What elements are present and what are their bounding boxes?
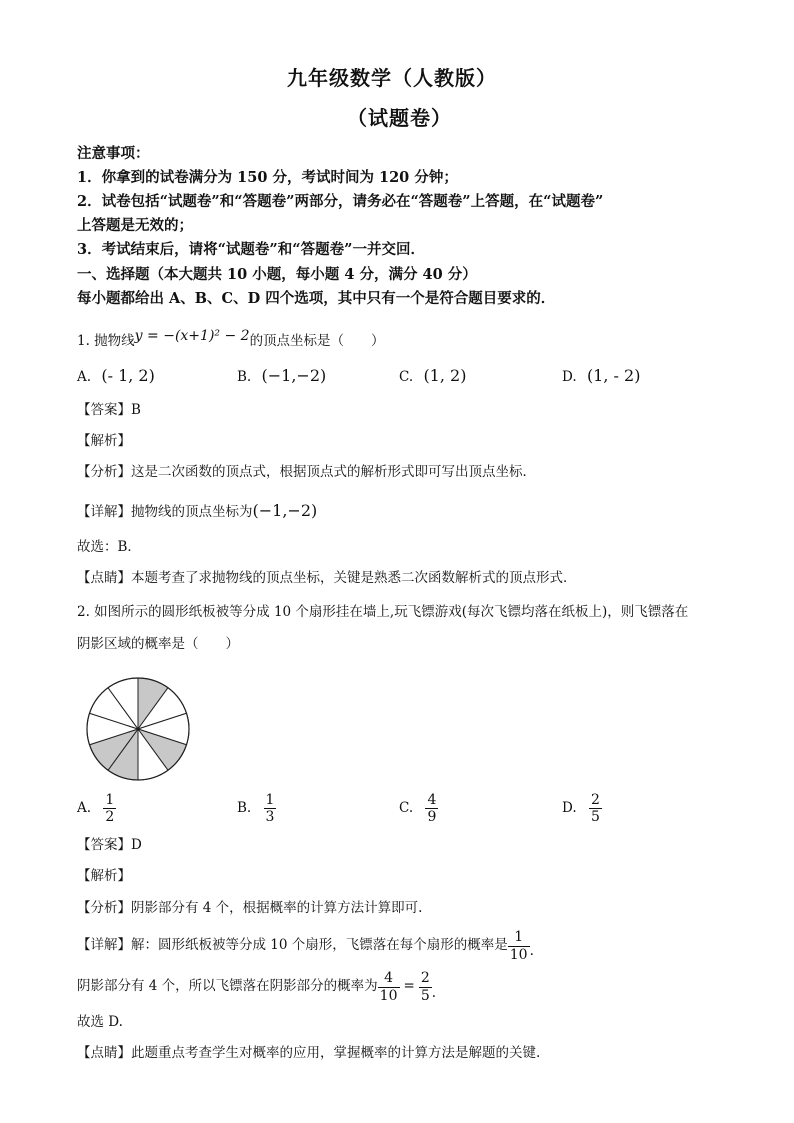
q2-answer: 【答案】D bbox=[77, 837, 142, 853]
q2-fenxi: 【分析】阴影部分有 4 个，根据概率的计算方法计算即可. bbox=[77, 900, 423, 916]
q2-line-b-prefix: 阴影部分有 4 个，所以飞镖落在阴影部分的概率为 bbox=[77, 978, 378, 995]
q2-option-a-label: A. bbox=[77, 800, 92, 817]
q1-fenxi: 【分析】这是二次函数的顶点式，根据顶点式的解析形式即可写出顶点坐标． bbox=[77, 464, 536, 480]
q2-option-a bbox=[77, 792, 116, 825]
q1-option-c bbox=[399, 368, 466, 385]
q1-option-c-value: (1, 2) bbox=[423, 366, 467, 385]
q1-option-a-label: A. bbox=[77, 369, 92, 385]
notice-heading: 注意事项： bbox=[77, 145, 150, 162]
q2-stem-line-1: 2. 如图所示的圆形纸板被等分成 10 个扇形挂在墙上,玩飞镖游戏(每次飞镖均落在纸板上)，则飞镖落在 bbox=[77, 604, 689, 620]
q2-option-c-label: C. bbox=[399, 800, 414, 817]
q1-choose: 故选：B． bbox=[77, 539, 141, 555]
q1-option-b bbox=[237, 368, 326, 385]
notice-item-2-line-2: 上答题是无效的； bbox=[77, 217, 193, 234]
q2-option-d-fraction bbox=[589, 792, 602, 825]
q2-xiangjie-prefix: 【详解】解：圆形纸板被等分成 10 个扇形，飞镖落在每个扇形的概率是 bbox=[77, 937, 508, 954]
q2-option-a-fraction bbox=[103, 792, 116, 825]
q1-option-d-label: D. bbox=[562, 369, 577, 385]
q2-line-b bbox=[77, 966, 436, 1008]
q2-choose: 故选 D. bbox=[77, 1014, 123, 1030]
q1-formula: y = −(x+1)² − 2 bbox=[134, 328, 250, 344]
q1-option-b-label: B. bbox=[237, 369, 252, 385]
q1-option-d bbox=[562, 368, 640, 385]
q2-line-b-equals: = bbox=[403, 978, 415, 995]
q2-option-d-den: 5 bbox=[590, 809, 600, 826]
q1-analysis-head: 【解析】 bbox=[77, 433, 131, 449]
q2-line-b-end: . bbox=[431, 984, 437, 1001]
q1-xiangjie-prefix: 【详解】抛物线的顶点坐标为 bbox=[77, 504, 253, 520]
q2-option-c bbox=[399, 792, 438, 825]
q2-option-d bbox=[562, 792, 602, 825]
q2-option-b-label: B. bbox=[237, 800, 252, 817]
section-title: 一、选择题（本大题共 10 小题，每小题 4 分，满分 40 分） bbox=[77, 266, 477, 283]
q2-option-d-label: D. bbox=[562, 800, 577, 817]
q2-xiangjie-end: . bbox=[529, 942, 534, 959]
q2-line-b-fraction-2 bbox=[419, 970, 432, 1003]
q2-option-b-den: 3 bbox=[265, 809, 275, 826]
section-instruction: 每小题都给出 A、B、C、D 四个选项，其中只有一个是符合题目要求的． bbox=[77, 290, 556, 307]
q1-prefix: 1. 抛物线 bbox=[77, 333, 135, 349]
q2-xiangjie-num: 1 bbox=[514, 929, 524, 946]
q2-option-b-fraction bbox=[264, 792, 277, 825]
dartboard-figure bbox=[84, 675, 192, 783]
q1-xiangjie bbox=[77, 503, 317, 520]
q2-option-c-den: 9 bbox=[427, 809, 437, 826]
q1-option-d-value: (1, - 2) bbox=[586, 366, 641, 385]
q2-option-c-fraction bbox=[425, 792, 438, 825]
q2-option-c-num: 4 bbox=[427, 792, 437, 808]
q1-answer: 【答案】B bbox=[77, 402, 141, 418]
q1-option-b-value: (−1,−2) bbox=[261, 366, 327, 385]
q2-option-b-num: 1 bbox=[265, 792, 275, 808]
page-title: 九年级数学（人教版） bbox=[287, 66, 497, 90]
q2-comment: 【点睛】此题重点考查学生对概率的应用，掌握概率的计算方法是解题的关键. bbox=[77, 1045, 541, 1061]
q1-xiangjie-value: (−1,−2) bbox=[252, 501, 318, 520]
q2-option-a-num: 1 bbox=[105, 792, 115, 808]
page-subtitle: （试题卷） bbox=[347, 106, 452, 130]
notice-item-1: 1．你拿到的试卷满分为 150 分，考试时间为 120 分钟； bbox=[77, 169, 458, 186]
q2-line-b-num-2: 2 bbox=[420, 970, 430, 987]
q2-option-d-num: 2 bbox=[590, 792, 600, 808]
q1-stem bbox=[77, 328, 385, 349]
q1-option-a bbox=[77, 368, 155, 385]
q2-line-b-fraction-1 bbox=[378, 970, 400, 1003]
q1-option-c-label: C. bbox=[399, 369, 414, 385]
q2-xiangjie-den: 10 bbox=[509, 946, 528, 963]
q2-line-b-num-1: 4 bbox=[384, 970, 394, 987]
q2-line-b-den-2: 5 bbox=[420, 987, 430, 1004]
q1-suffix: 的顶点坐标是（ ） bbox=[249, 333, 385, 349]
q2-option-a-den: 2 bbox=[105, 809, 115, 826]
q2-option-b bbox=[237, 792, 276, 825]
q2-xiangjie-fraction bbox=[508, 929, 530, 962]
q2-stem-line-2: 阴影区域的概率是（ ） bbox=[77, 636, 239, 652]
notice-item-3: 3．考试结束后，请将“试题卷”和“答题卷”一并交回． bbox=[77, 241, 425, 258]
q2-line-b-den-1: 10 bbox=[379, 987, 398, 1004]
q1-comment: 【点睛】本题考查了求抛物线的顶点坐标，关键是熟悉二次函数解析式的顶点形式． bbox=[77, 570, 577, 586]
q2-xiangjie bbox=[77, 926, 534, 966]
notice-item-2-line-1: 2．试卷包括“试题卷”和“答题卷”两部分，请务必在“答题卷”上答题，在“试题卷” bbox=[77, 193, 604, 210]
q1-option-a-value: (- 1, 2) bbox=[101, 366, 155, 385]
q2-analysis-head: 【解析】 bbox=[77, 868, 131, 884]
